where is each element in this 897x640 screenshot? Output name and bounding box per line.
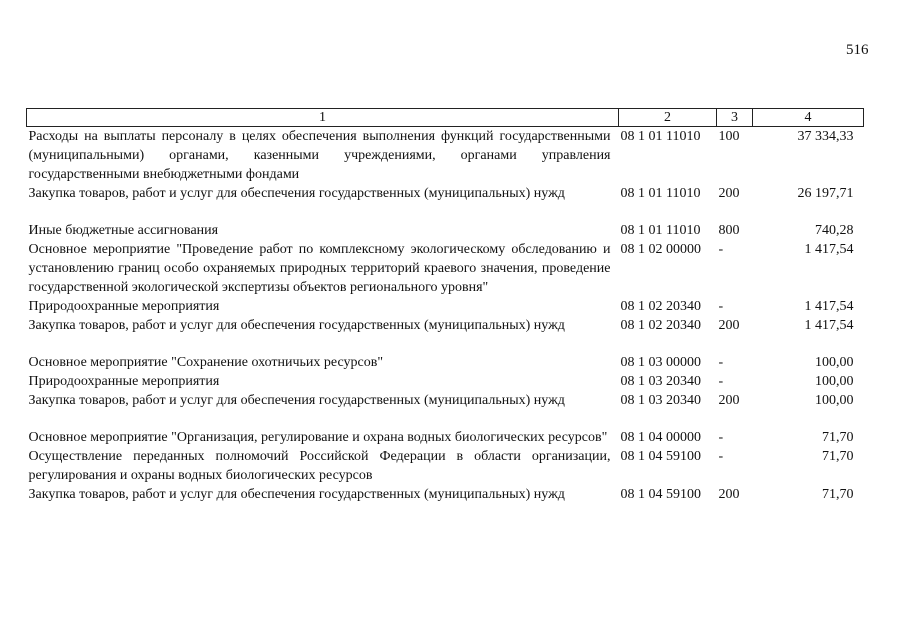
row-spacer xyxy=(27,203,864,221)
row-amount-cell: 26 197,71 xyxy=(797,186,854,201)
row-code-cell: 08 1 01 11010 xyxy=(620,129,701,144)
row-code-cell: 08 1 03 20340 xyxy=(620,374,701,389)
table-row xyxy=(27,297,864,316)
row-type-cell: 100 xyxy=(718,129,740,144)
table-row xyxy=(27,353,864,372)
table-row xyxy=(27,316,864,335)
row-name-cell: Основное мероприятие "Проведение работ по комплексному экологическому обследованию и установлению границ особо охраняемых природных территорий краевого значения, проведение государственной экологической экспертизы объектов регионального уровня" xyxy=(28,242,611,295)
row-name-cell: Иные бюджетные ассигнования xyxy=(28,223,219,238)
header-cell-amount: 4 xyxy=(753,109,864,127)
row-name-cell: Основное мероприятие "Сохранение охотничьих ресурсов" xyxy=(28,355,384,370)
row-type-cell: 200 xyxy=(718,487,740,502)
row-type-cell: 200 xyxy=(718,186,740,201)
row-type-cell: - xyxy=(718,449,724,464)
row-code-cell: 08 1 02 00000 xyxy=(620,242,701,257)
row-amount-cell: 1 417,54 xyxy=(804,242,854,257)
table-row xyxy=(27,447,864,485)
row-code-cell: 08 1 02 20340 xyxy=(620,318,701,333)
row-name-cell: Основное мероприятие "Организация, регулирование и охрана водных биологических ресурсов" xyxy=(28,430,608,445)
row-type-cell: 800 xyxy=(718,223,740,238)
table-row xyxy=(27,485,864,504)
row-spacer-cell xyxy=(27,410,864,428)
row-code-cell: 08 1 04 00000 xyxy=(620,430,701,445)
row-code-cell: 08 1 01 11010 xyxy=(620,186,701,201)
row-name-cell: Закупка товаров, работ и услуг для обеспечения государственных (муниципальных) нужд xyxy=(28,186,565,201)
row-code-cell: 08 1 03 20340 xyxy=(620,393,701,408)
row-amount-cell: 740,28 xyxy=(815,223,854,238)
row-type-cell: 200 xyxy=(718,318,740,333)
row-type-cell: - xyxy=(718,355,724,370)
row-name-cell: Закупка товаров, работ и услуг для обеспечения государственных (муниципальных) нужд xyxy=(28,393,565,408)
row-code-cell: 08 1 04 59100 xyxy=(620,449,701,464)
row-spacer xyxy=(27,410,864,428)
row-type-cell: - xyxy=(718,430,724,445)
row-spacer-cell xyxy=(27,335,864,353)
header-cell-name: 1 xyxy=(27,109,619,127)
row-code-cell: 08 1 03 00000 xyxy=(620,355,701,370)
row-type-cell: 200 xyxy=(718,393,740,408)
row-type-cell: - xyxy=(718,374,724,389)
row-code-cell: 08 1 04 59100 xyxy=(620,487,701,502)
budget-table xyxy=(26,108,864,504)
row-type-cell: - xyxy=(718,299,724,314)
row-type-cell: - xyxy=(718,242,724,257)
row-amount-cell: 100,00 xyxy=(815,393,854,408)
row-amount-cell: 100,00 xyxy=(815,374,854,389)
row-name-cell: Природоохранные мероприятия xyxy=(28,374,220,389)
row-name-cell: Природоохранные мероприятия xyxy=(28,299,220,314)
row-name-cell: Закупка товаров, работ и услуг для обеспечения государственных (муниципальных) нужд xyxy=(28,318,565,333)
header-row xyxy=(27,109,864,127)
table-row xyxy=(27,428,864,447)
row-name-cell: Расходы на выплаты персоналу в целях обеспечения выполнения функций государственными (муниципальными) органами, казенными учреждениями, органами управления государственными внебюджетными фондами xyxy=(28,129,611,182)
row-code-cell: 08 1 01 11010 xyxy=(620,223,701,238)
row-amount-cell: 71,70 xyxy=(822,449,854,464)
row-spacer-cell xyxy=(27,203,864,221)
row-amount-cell: 100,00 xyxy=(815,355,854,370)
page-number: 516 xyxy=(846,42,869,58)
row-amount-cell: 37 334,33 xyxy=(797,129,854,144)
table-row xyxy=(27,240,864,297)
row-amount-cell: 1 417,54 xyxy=(804,299,854,314)
row-amount-cell: 1 417,54 xyxy=(804,318,854,333)
row-name-cell: Закупка товаров, работ и услуг для обеспечения государственных (муниципальных) нужд xyxy=(28,487,565,502)
row-amount-cell: 71,70 xyxy=(822,430,854,445)
row-name-cell: Осуществление переданных полномочий Российской Федерации в области организации, регулирования и охраны водных биологических ресурсов xyxy=(28,449,611,483)
table-row xyxy=(27,391,864,410)
header-cell-type: 3 xyxy=(717,109,753,127)
table-row xyxy=(27,184,864,203)
table-row xyxy=(27,221,864,240)
row-code-cell: 08 1 02 20340 xyxy=(620,299,701,314)
header-cell-code: 2 xyxy=(619,109,717,127)
row-amount-cell: 71,70 xyxy=(822,487,854,502)
table-row xyxy=(27,127,864,185)
table-body xyxy=(27,127,864,505)
table-row xyxy=(27,372,864,391)
row-spacer xyxy=(27,335,864,353)
